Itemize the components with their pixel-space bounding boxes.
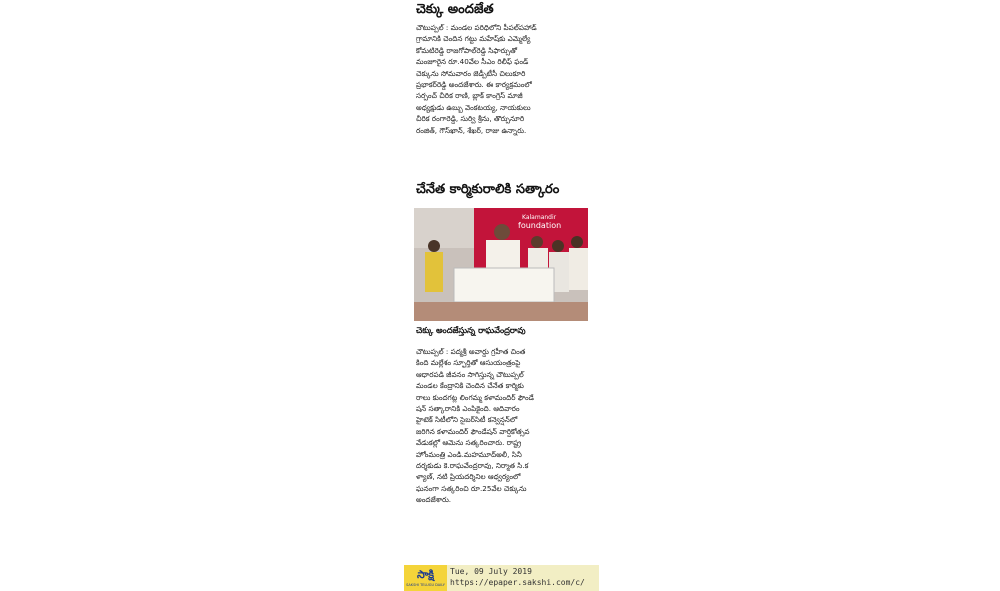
article2-line: హోంమంత్రి ఎండి.మహమూద్‌అలీ, సినీ: [416, 449, 522, 459]
publish-date: Tue, 09 July 2019: [450, 567, 532, 576]
article2-line: హైటెక్‌ సిటీలోని సైబర్‌సిటీ కన్వెన్షన్‌లో: [416, 415, 518, 425]
article2-line: దర్శకుడు కె.రాఘవేంద్రరావు, నిర్మాత సి.క: [416, 461, 529, 471]
article1-line: చెక్కును సోమవారం జెడ్పీటీసీ చిలుకూరి: [416, 68, 526, 78]
photo-caption: చెక్కు అందజేస్తున్న రాఘవేంద్రరావు: [416, 325, 526, 335]
logo-subtext: SAKSHI TELUGU DAILY: [406, 583, 445, 587]
article2-headline: చేనేత కార్మికురాలికి సత్కారం: [416, 182, 560, 197]
article2-line: షన్‌ సత్కారానికి ఎంపికైంది. ఆదివారం: [416, 404, 520, 414]
article2-line: కింది మల్లేశం స్ఫూర్తితో ఆసుయంత్రంపై: [416, 358, 521, 368]
logo-text: సాక్షి: [416, 568, 435, 581]
article2-body: [416, 346, 592, 506]
article1-line: చౌటుప్పల్‌ : మండల పరిధిలోని పీపల్‌పహాడ్‌: [416, 23, 537, 32]
article2-line: అందజేశారు.: [416, 495, 452, 505]
article2-line: వేడుకల్లో ఆమెను సత్కరించారు. రాష్ట్ర: [416, 438, 522, 448]
article2-line: చౌటుప్పల్‌ : పద్మశ్రీ అవార్డు గ్రహీత చింత: [416, 347, 526, 356]
article1-line: చీరిక రంగారెడ్డి, సుర్వి శ్రీను, తొర్పునూరి: [416, 114, 525, 124]
epaper-url[interactable]: https://epaper.sakshi.com/c/: [450, 578, 585, 587]
article2-line: రాలు కుందగట్ల లింగమ్మ కళామందిర్‌ ఫౌండే: [416, 392, 534, 402]
article2-line: మండల కేంద్రానికి చెందిన చేనేత కార్మికు: [416, 381, 524, 391]
article1-line: ప్రభాకర్‌రెడ్డి అందజేశారు. ఈ కార్యక్రమంలో: [416, 80, 532, 90]
news-photo: [414, 208, 588, 321]
article2-line: ఘనంగా సత్కరించి రూ.25వేల చెక్కును: [416, 483, 527, 493]
photo-banner-text: foundation: [518, 221, 562, 230]
article1-headline: చెక్కు అందజేత: [416, 2, 494, 17]
article1-line: సర్పంచ్‌ చీరిక రాణి, బ్లాక్‌ కాంగ్రెస్‌ మాజీ: [416, 91, 523, 101]
article1-line: మంజూరైన రూ.40వేల సీఎం రిలీఫ్‌ ఫండ్‌: [416, 57, 529, 67]
newspaper-clipping: [404, 0, 599, 591]
article2-line: ళ్యాణ్‌, నటి ప్రియదర్శినిల ఆధ్వర్యంలో: [416, 472, 521, 482]
article1-line: కోమటిరెడ్డి రాజగోపాల్‌రెడ్డి సిఫార్సుతో: [416, 45, 518, 55]
article2-line: ఆధారపడి జీవనం సాగిస్తున్న చౌటుప్పల్‌: [416, 369, 524, 379]
article2-line: జరిగిన కళామందిర్‌ ఫౌండేషన్‌ వార్షికోత్సవ: [416, 426, 530, 436]
epaper-footer: [404, 565, 599, 591]
photo-banner-text: Kalamandir: [522, 214, 557, 221]
article1-line: అధ్యక్షుడు ఉబ్బు వెంకటయ్య, నాయకులు: [416, 102, 531, 112]
article1-body: [416, 22, 592, 136]
article1-line: గ్రామానికి చెందిన గట్టు మహేష్‌కు ఎమ్మెల్యే: [416, 34, 531, 44]
article1-line: రంజిత్‌, గౌస్‌ఖాన్‌, శేఖర్‌, రాజు ఉన్నారు.: [416, 125, 527, 135]
sakshi-logo: [404, 565, 447, 591]
